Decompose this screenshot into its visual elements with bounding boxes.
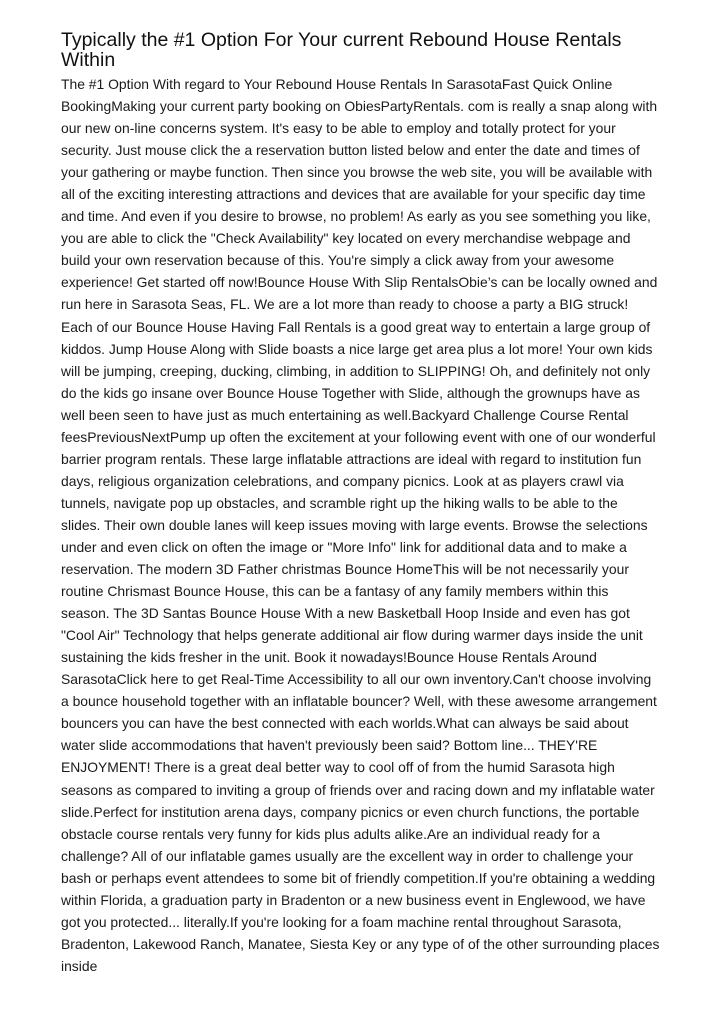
document-title: Typically the #1 Option For Your current Rebound House Rentals Within: [61, 29, 622, 71]
document-body-text: The #1 Option With regard to Your Rebound House Rentals In SarasotaFast Quick Online BookingMaking your current party booking on ObiesPartyRentals. com is really a snap along with our new on-line concerns system. It's easy to be able to employ and totally protect for your security. Just mouse click the a reservation button listed below and enter the date and times of your gathering or maybe function. Then since you browse the web site, you will be available with all of the exciting interesting attractions and devices that are available for your specific day time and time. And even if you desire to browse, no problem! As early as you see something you like, you are able to click the "Check Availability" key located on every merchandise webpage and build your own reservation because of this. You're simply a click away from your awesome experience! Get started off now!Bounce House With Slip RentalsObie’s can be locally owned and run here in Sarasota Seas, FL. We are a lot more than ready to choose a party a BIG struck! Each of our Bounce House Having Fall Rentals is a good great way to entertain a large group of kiddos. Jump House Along with Slide boasts a nice large get area plus a lot more! Your own kids will be jumping, creeping, ducking, climbing, in addition to SLIPPING! Oh, and definitely not only do the kids go insane over Bounce House Together with Slide, although the grownups have as well been seen to have just as much entertaining as well.Backyard Challenge Course Rental feesPreviousNextPump up often the excitement at your following event with one of our wonderful barrier program rentals. These large inflatable attractions are ideal with regard to institution fun days, religious organization celebrations, and company picnics. Look at as players crawl via tunnels, navigate pop up obstacles, and scramble right up the hiking walls to be able to the slides. Their own double lanes will keep issues moving with large events. Browse the selections under and even click on often the image or "More Info" link for additional data and to make a reservation. The modern 3D Father christmas Bounce HomeThis will be not necessarily your routine Chrismast Bounce House, this can be a fantasy of any family members within this season. The 3D Santas Bounce House With a new Basketball Hoop Inside and even has got "Cool Air" Technology that helps generate additional air flow during warmer days inside the unit sustaining the kids fresher in the unit. Book it nowadays!Bounce House Rentals Around SarasotaClick here to get Real-Time Accessibility to all our own inventory.Can't choose involving a bounce household together with an inflatable bouncer? Well, with these awesome arrangement bouncers you can have the best connected with each worlds.What can always be said about water slide accommodations that haven't previously been said? Bottom line... THEY'RE ENJOYMENT! There is a great deal better way to cool off of from the humid Sarasota high seasons as compared to inviting a group of friends over and racing down and my inflatable water slide.Perfect for institution arena days, company picnics or even church functions, the portable obstacle course rentals very funny for kids plus adults alike.Are an individual ready for a challenge? All of our inflatable games usually are the excellent way in order to challenge your bash or perhaps event attendees to some bit of friendly competition.If you're obtaining a wedding within Florida, a graduation party in Bradenton or a new business event in Englewood, we have got you protected... literally.If you're looking for a foam machine rental throughout Sarasota, Bradenton, Lakewood Ranch, Manatee, Siesta Key or any type of of the other surrounding places inside: [61, 76, 660, 973]
